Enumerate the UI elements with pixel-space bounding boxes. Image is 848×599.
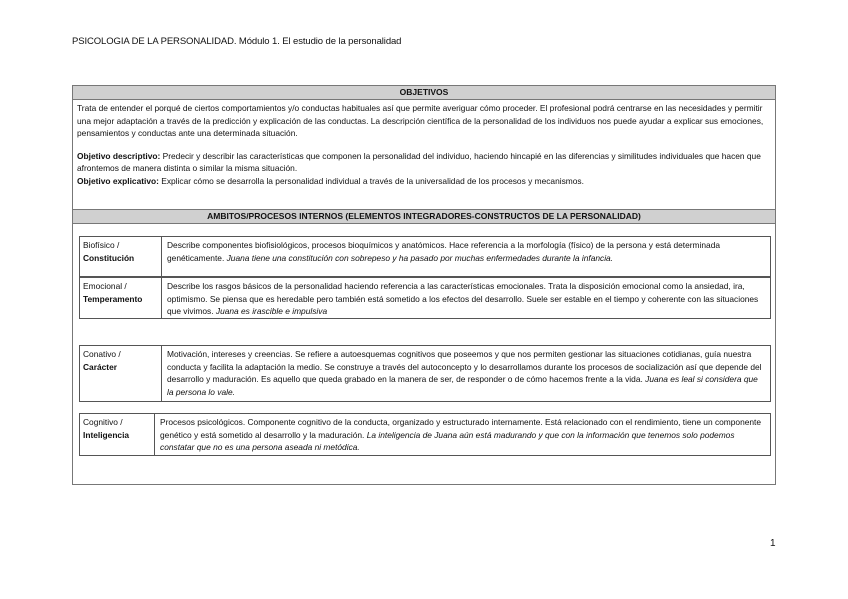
document-header: PSICOLOGIA DE LA PERSONALIDAD. Módulo 1. El estudio de la personalidad [72,36,402,47]
ambito-conativo [79,345,771,402]
objetivos-heading: OBJETIVOS [73,86,775,100]
ambito-description [162,237,770,276]
ambito-label-top: Biofísico / [83,240,120,250]
ambito-example: Juana es leal si considera que la persona lo vale. [167,374,758,397]
ambito-example: Juana tiene una constitución con sobrepeso y ha pasado por muchas enfermedades durante la infancia. [226,252,614,263]
ambito-description [155,414,770,455]
ambito-example: La inteligencia de Juana aún está madurando y que con la información que tenemos solo podemos constatar que no es una persona aseada ni metódica. [160,429,735,452]
ambito-text: Motivación, intereses y creencias. Se refiere a autoesquemas cognitivos que poseemos y que nos permiten gestionar las situaciones cotidianas, guía nuestra conducta y facilita la adaptación la medio. Se construye a través del autoconcepto y lo desarrollamos durante los procesos de socialización así que depende del desarrollo y maduración. Es aquello que queda grabado en la manera de ser, de responder o de cómo hacemos frente a la vida. [167,349,762,384]
ambito-label [80,414,155,455]
ambito-cognitivo [79,413,771,456]
objetivo-explicativo-label: Objetivo explicativo: [77,175,159,186]
objetivo-explicativo-text: Explicar cómo se desarrolla la personalidad individual a través de la universalidad de los procesos y mecanismos. [158,175,584,186]
objetivo-descriptivo [77,150,771,175]
ambito-description [162,278,770,318]
ambito-emocional [79,277,771,319]
ambito-label [80,278,162,318]
ambitos-heading: AMBITOS/PROCESOS INTERNOS (ELEMENTOS INTEGRADORES-CONSTRUCTOS DE LA PERSONALIDAD) [73,210,775,224]
ambito-label [80,237,162,276]
page-number: 1 [770,538,776,549]
objetivo-explicativo [77,175,771,188]
objetivos-intro: Trata de entender el porqué de ciertos comportamientos y/o conductas habituales así que permite averiguar cómo proceder. El profesional podrá centrarse en las necesidades y permitir una mejor adaptación a través de la predicción y explicación de las conductas. La descripción científica de la personalidad de los individuos nos puede ayudar a explicar sus emociones, pensamientos y conductas ante una determinada situación. [77,103,764,138]
ambitos-section [73,209,775,224]
ambito-label-bold: Carácter [83,361,117,372]
ambito-label-top: Emocional / [83,281,127,291]
ambito-label-top: Cognitivo / [83,417,123,427]
ambito-label-bold: Inteligencia [83,429,130,440]
ambito-biofisico [79,236,771,277]
ambito-label-bold: Constitución [83,252,135,263]
objetivo-descriptivo-label: Objetivo descriptivo: [77,150,161,161]
objetivo-descriptivo-text: Predecir y describir las características que componen la personalidad del individuo, haciendo hincapié en las diferencias y similitudes individuales que hacen que afrontemos de manera distinta o similar la misma situación. [77,150,761,173]
ambito-label [80,346,162,401]
ambito-example: Juana es irascible e impulsiva [215,306,328,316]
content-table [72,85,776,485]
objetivos-body [73,100,775,187]
ambito-description [162,346,770,401]
ambito-text: Describe componentes biofisiológicos, procesos bioquímicos y anatómicos. Hace referencia a la morfología (físico) de la persona y está determinada genéticamente. [167,240,721,263]
ambito-label-bold: Temperamento [83,293,143,304]
ambito-text: Procesos psicológicos. Componente cognitivo de la conducta, organizado y estructurado internamente. Está relacionado con el rendimiento, tiene un componente genético y está sometido al desarrollo y la maduración. [160,417,762,440]
ambito-label-top: Conativo / [83,349,121,359]
ambito-text: Describe los rasgos básicos de la personalidad haciendo referencia a las características emocionales. Trata la disposición emocional como la ansiedad, ira, optimismo. Se piensa que es heredable pero también está sometido a los efectos del desarrollo. Suele ser estable en el tiempo y coherente con las situaciones que vivimos. [167,281,759,316]
